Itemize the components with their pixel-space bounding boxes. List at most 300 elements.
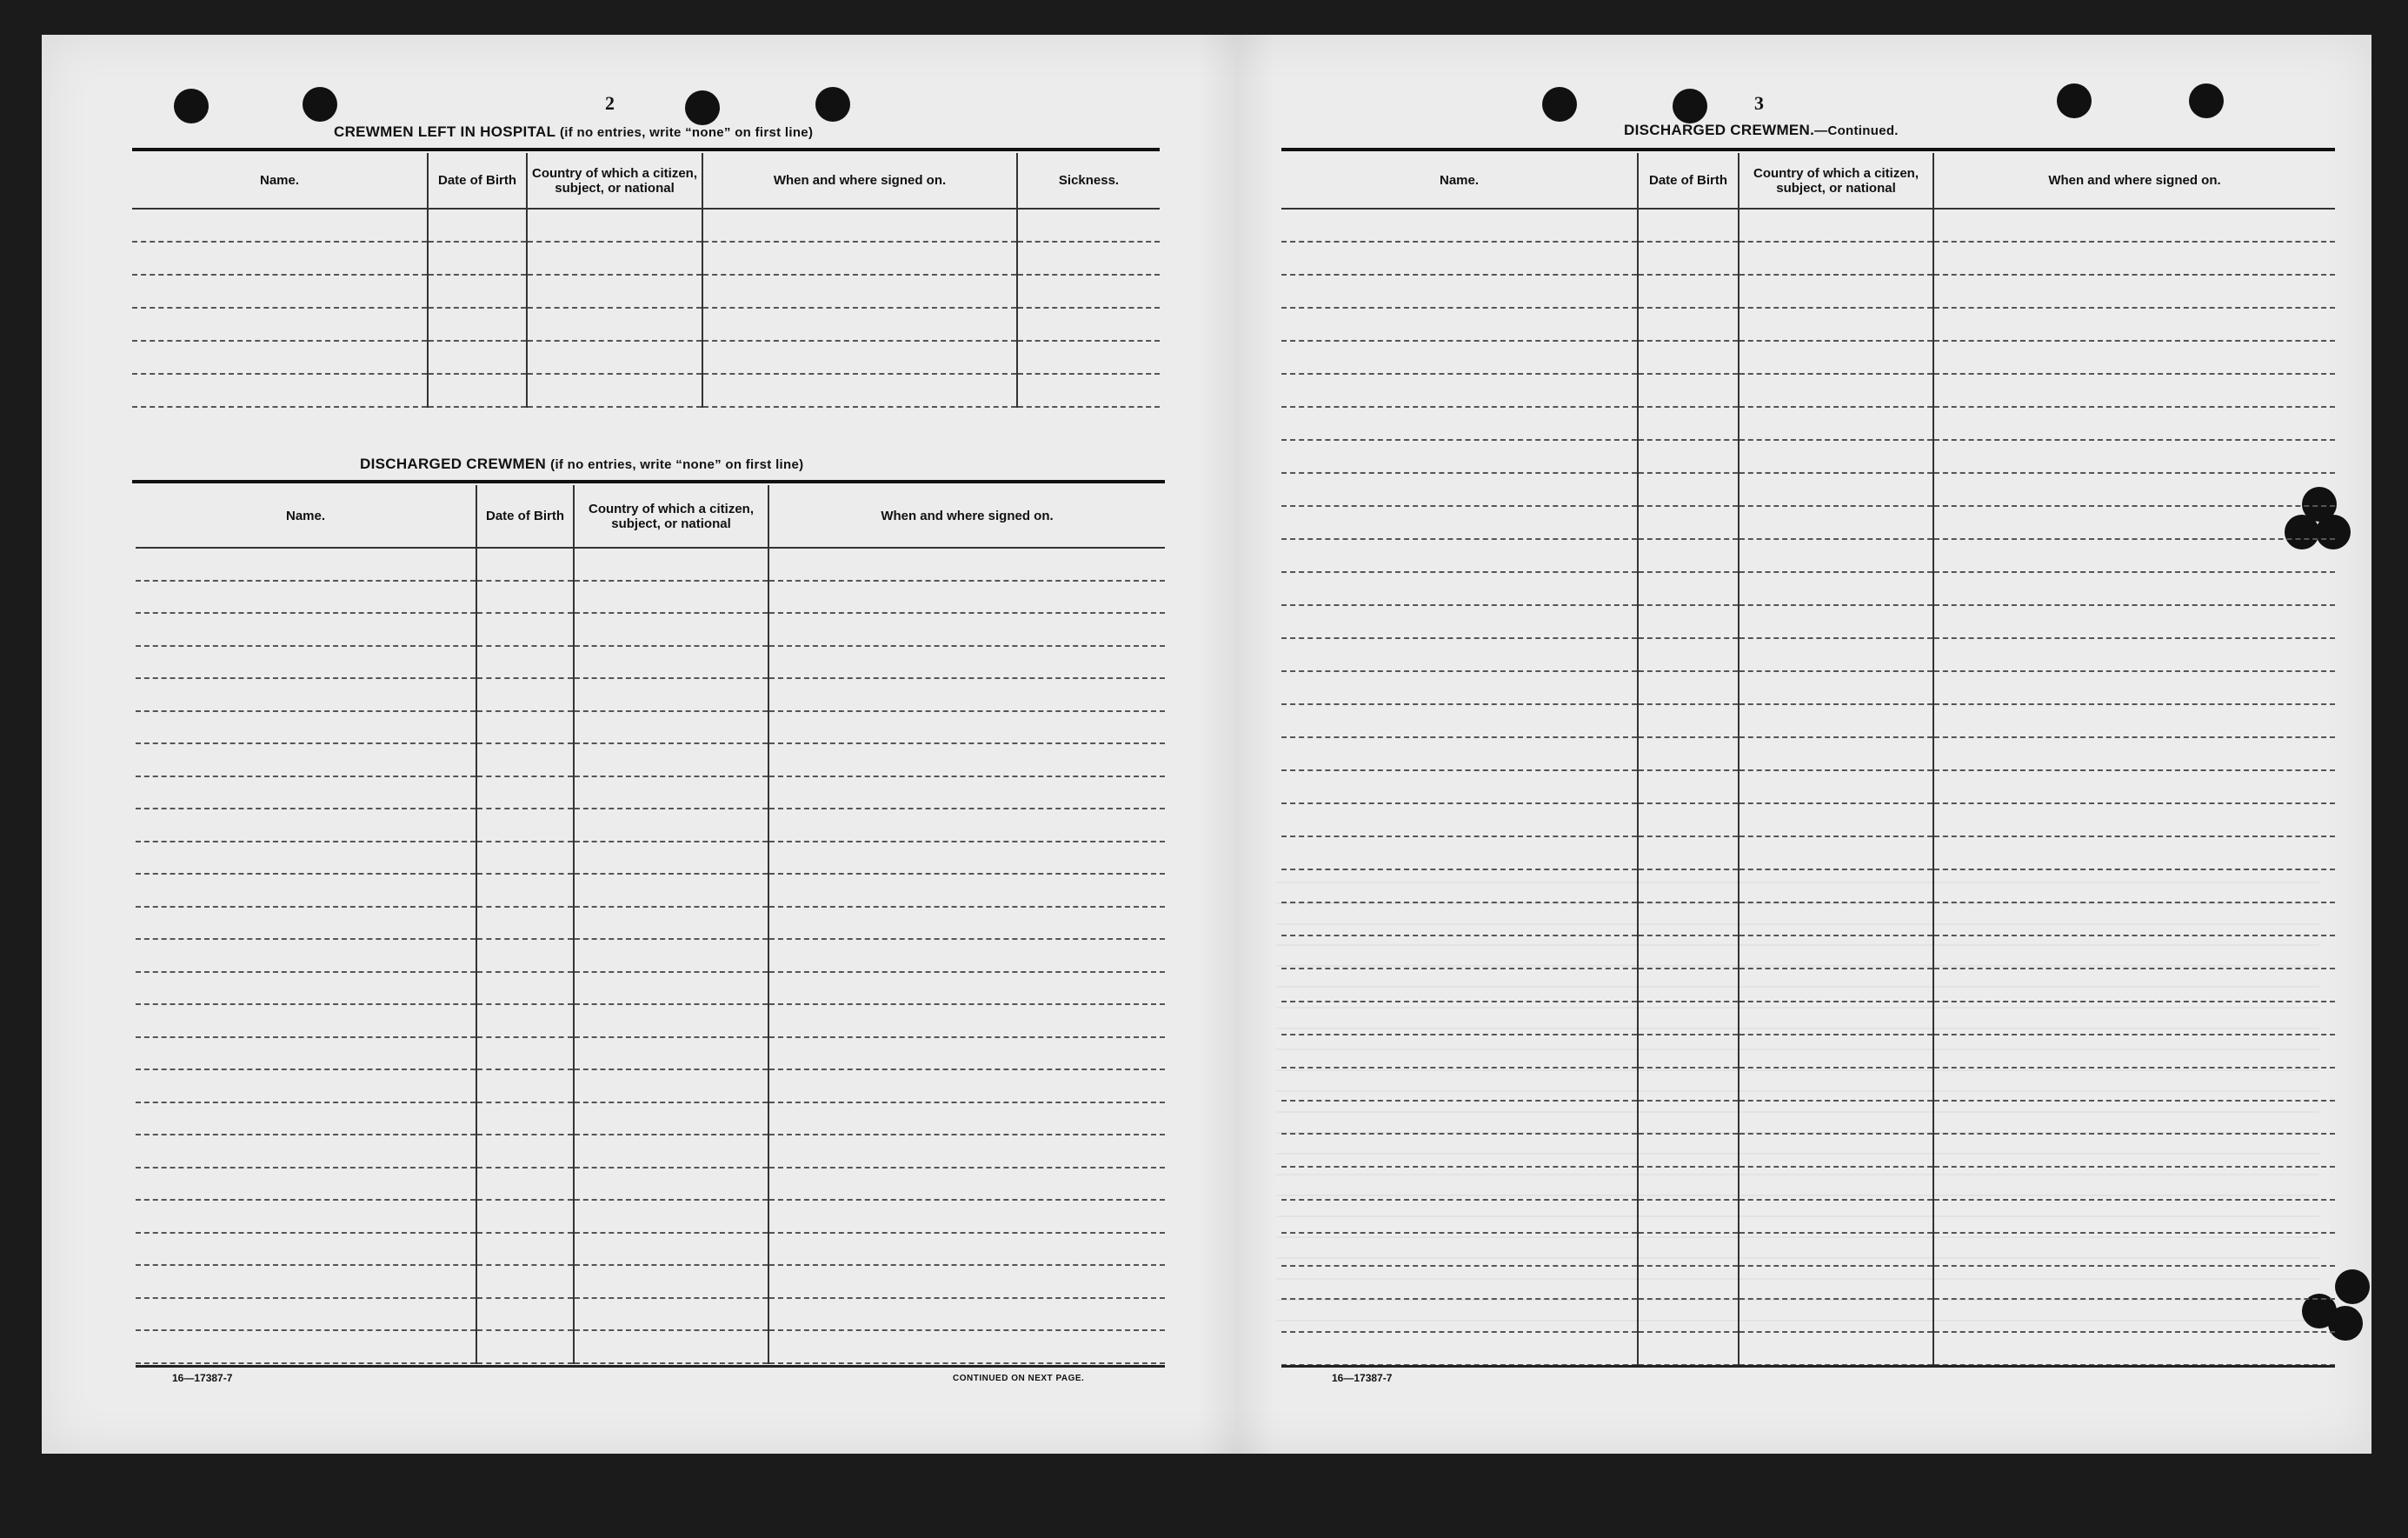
entry-cell[interactable] — [1281, 1167, 1638, 1200]
table-row — [132, 374, 1160, 407]
entry-cell[interactable] — [1739, 1332, 1933, 1365]
entry-cell[interactable] — [702, 242, 1017, 275]
entry-cell[interactable] — [768, 1265, 1165, 1298]
entry-cell[interactable] — [1638, 836, 1739, 869]
entry-cell[interactable] — [1017, 275, 1160, 308]
entry-cell[interactable] — [1739, 1167, 1933, 1200]
entry-cell[interactable] — [1638, 638, 1739, 671]
entry-cell[interactable] — [1739, 341, 1933, 374]
entry-cell[interactable] — [574, 743, 768, 776]
entry-cell[interactable] — [136, 711, 476, 744]
entry-cell[interactable] — [136, 907, 476, 940]
entry-cell[interactable] — [476, 1004, 574, 1037]
left-page — [76, 35, 1172, 1454]
entry-cell[interactable] — [1638, 902, 1739, 935]
entry-cell[interactable] — [768, 1135, 1165, 1168]
entry-cell[interactable] — [1638, 704, 1739, 737]
bottom-rule — [136, 1365, 1165, 1368]
entry-cell[interactable] — [1638, 1233, 1739, 1266]
entry-cell[interactable] — [527, 341, 702, 374]
entry-cell[interactable] — [476, 842, 574, 875]
entry-cell[interactable] — [136, 1298, 476, 1331]
entry-cell[interactable] — [574, 1233, 768, 1266]
entry-cell[interactable] — [574, 1200, 768, 1233]
entry-cell[interactable] — [1281, 242, 1638, 275]
entry-cell[interactable] — [428, 374, 527, 407]
entry-cell[interactable] — [1638, 473, 1739, 506]
entry-cell[interactable] — [136, 939, 476, 972]
entry-cell[interactable] — [1638, 1167, 1739, 1200]
table-row — [136, 972, 1165, 1005]
entry-cell[interactable] — [476, 548, 574, 581]
entry-cell[interactable] — [768, 1037, 1165, 1070]
entry-cell[interactable] — [476, 1168, 574, 1201]
entry-cell[interactable] — [1739, 935, 1933, 969]
entry-cell[interactable] — [574, 776, 768, 809]
entry-cell[interactable] — [1933, 969, 2335, 1002]
table-row — [1281, 1299, 2335, 1332]
table-row — [1281, 572, 2335, 605]
entry-cell[interactable] — [574, 646, 768, 679]
entry-cell[interactable] — [1933, 737, 2335, 770]
entry-cell[interactable] — [136, 743, 476, 776]
entry-cell[interactable] — [1933, 836, 2335, 869]
entry-cell[interactable] — [1638, 803, 1739, 836]
col-signed-on: When and where signed on. — [702, 153, 1017, 209]
entry-cell[interactable] — [1638, 969, 1739, 1002]
entry-cell[interactable] — [1739, 1002, 1933, 1035]
entry-cell[interactable] — [702, 275, 1017, 308]
entry-cell[interactable] — [1933, 1233, 2335, 1266]
entry-cell[interactable] — [1933, 803, 2335, 836]
entry-cell[interactable] — [1933, 473, 2335, 506]
entry-cell[interactable] — [476, 1200, 574, 1233]
entry-cell[interactable] — [768, 972, 1165, 1005]
entry-cell[interactable] — [1739, 1101, 1933, 1134]
entry-cell[interactable] — [1281, 1134, 1638, 1167]
entry-cell[interactable] — [1739, 572, 1933, 605]
entry-cell[interactable] — [768, 581, 1165, 614]
entry-cell[interactable] — [1933, 1002, 2335, 1035]
entry-cell[interactable] — [768, 776, 1165, 809]
entry-cell[interactable] — [1739, 473, 1933, 506]
entry-cell[interactable] — [574, 939, 768, 972]
entry-cell[interactable] — [1281, 671, 1638, 704]
entry-cell[interactable] — [476, 678, 574, 711]
entry-cell[interactable] — [1638, 440, 1739, 473]
entry-cell[interactable] — [1281, 704, 1638, 737]
entry-cell[interactable] — [428, 308, 527, 341]
entry-cell[interactable] — [1638, 242, 1739, 275]
entry-cell[interactable] — [136, 1330, 476, 1363]
entry-cell[interactable] — [1638, 308, 1739, 341]
entry-cell[interactable] — [1638, 407, 1739, 440]
entry-cell[interactable] — [527, 374, 702, 407]
entry-cell[interactable] — [1933, 869, 2335, 902]
entry-cell[interactable] — [1281, 473, 1638, 506]
entry-cell[interactable] — [1739, 605, 1933, 638]
table-row — [136, 1168, 1165, 1201]
entry-cell[interactable] — [476, 874, 574, 907]
entry-cell[interactable] — [476, 646, 574, 679]
hospital-title: CREWMEN LEFT IN HOSPITAL — [334, 123, 555, 140]
entry-cell[interactable] — [1638, 275, 1739, 308]
entry-cell[interactable] — [768, 1069, 1165, 1102]
entry-cell[interactable] — [1638, 209, 1739, 242]
entry-cell[interactable] — [1638, 737, 1739, 770]
entry-cell[interactable] — [476, 711, 574, 744]
entry-cell[interactable] — [1933, 1200, 2335, 1233]
entry-cell[interactable] — [1638, 1101, 1739, 1134]
entry-cell[interactable] — [1281, 374, 1638, 407]
entry-cell[interactable] — [768, 1168, 1165, 1201]
entry-cell[interactable] — [1739, 704, 1933, 737]
entry-cell[interactable] — [1933, 341, 2335, 374]
entry-cell[interactable] — [1638, 506, 1739, 539]
entry-cell[interactable] — [1739, 869, 1933, 902]
entry-cell[interactable] — [1638, 572, 1739, 605]
entry-cell[interactable] — [768, 842, 1165, 875]
entry-cell[interactable] — [1638, 869, 1739, 902]
entry-cell[interactable] — [768, 1004, 1165, 1037]
entry-cell[interactable] — [1933, 1332, 2335, 1365]
entry-cell[interactable] — [476, 743, 574, 776]
entry-cell[interactable] — [1739, 374, 1933, 407]
entry-cell[interactable] — [476, 1102, 574, 1135]
entry-cell[interactable] — [1933, 407, 2335, 440]
entry-cell[interactable] — [1281, 407, 1638, 440]
table-row — [136, 1265, 1165, 1298]
entry-cell[interactable] — [136, 972, 476, 1005]
entry-cell[interactable] — [768, 907, 1165, 940]
entry-cell[interactable] — [574, 1265, 768, 1298]
entry-cell[interactable] — [1739, 803, 1933, 836]
table-row — [1281, 1200, 2335, 1233]
entry-cell[interactable] — [574, 711, 768, 744]
entry-cell[interactable] — [1739, 671, 1933, 704]
entry-cell[interactable] — [1739, 242, 1933, 275]
entry-cell[interactable] — [1638, 1299, 1739, 1332]
entry-cell[interactable] — [1638, 770, 1739, 803]
entry-cell[interactable] — [574, 1298, 768, 1331]
entry-cell[interactable] — [476, 907, 574, 940]
entry-cell[interactable] — [574, 842, 768, 875]
entry-cell[interactable] — [1933, 1299, 2335, 1332]
entry-cell[interactable] — [136, 842, 476, 875]
entry-cell[interactable] — [768, 1233, 1165, 1266]
entry-cell[interactable] — [1281, 1266, 1638, 1299]
entry-cell[interactable] — [1739, 308, 1933, 341]
entry-cell[interactable] — [527, 308, 702, 341]
entry-cell[interactable] — [1933, 1101, 2335, 1134]
entry-cell[interactable] — [1017, 308, 1160, 341]
entry-cell[interactable] — [476, 1330, 574, 1363]
entry-cell[interactable] — [768, 711, 1165, 744]
entry-cell[interactable] — [1281, 341, 1638, 374]
entry-cell[interactable] — [574, 1330, 768, 1363]
entry-cell[interactable] — [1281, 605, 1638, 638]
entry-cell[interactable] — [1739, 770, 1933, 803]
entry-cell[interactable] — [1933, 1167, 2335, 1200]
entry-cell[interactable] — [1638, 341, 1739, 374]
entry-cell[interactable] — [1281, 935, 1638, 969]
entry-cell[interactable] — [1739, 506, 1933, 539]
entry-cell[interactable] — [702, 209, 1017, 242]
entry-cell[interactable] — [768, 1330, 1165, 1363]
entry-cell[interactable] — [476, 1233, 574, 1266]
entry-cell[interactable] — [428, 209, 527, 242]
entry-cell[interactable] — [136, 1037, 476, 1070]
entry-cell[interactable] — [1281, 539, 1638, 572]
entry-cell[interactable] — [1281, 1200, 1638, 1233]
entry-cell[interactable] — [574, 907, 768, 940]
entry-cell[interactable] — [1933, 242, 2335, 275]
entry-cell[interactable] — [136, 548, 476, 581]
entry-cell[interactable] — [1933, 506, 2335, 539]
entry-cell[interactable] — [136, 678, 476, 711]
entry-cell[interactable] — [1739, 1134, 1933, 1167]
entry-cell[interactable] — [574, 1004, 768, 1037]
table-row — [1281, 242, 2335, 275]
discharged-table — [136, 485, 1165, 1364]
entry-cell[interactable] — [1739, 1233, 1933, 1266]
entry-cell[interactable] — [768, 646, 1165, 679]
table-row — [1281, 341, 2335, 374]
entry-cell[interactable] — [1281, 506, 1638, 539]
entry-cell[interactable] — [1933, 572, 2335, 605]
entry-cell[interactable] — [476, 939, 574, 972]
entry-cell[interactable] — [132, 242, 428, 275]
table-row — [1281, 374, 2335, 407]
entry-cell[interactable] — [136, 809, 476, 842]
entry-cell[interactable] — [1281, 1299, 1638, 1332]
bottom-rule — [1281, 1365, 2335, 1368]
entry-cell[interactable] — [1638, 935, 1739, 969]
entry-cell[interactable] — [768, 939, 1165, 972]
entry-cell[interactable] — [1638, 1332, 1739, 1365]
entry-cell[interactable] — [574, 548, 768, 581]
entry-cell[interactable] — [476, 613, 574, 646]
entry-cell[interactable] — [574, 678, 768, 711]
entry-cell[interactable] — [136, 581, 476, 614]
entry-cell[interactable] — [574, 1135, 768, 1168]
entry-cell[interactable] — [136, 646, 476, 679]
entry-cell[interactable] — [1638, 1068, 1739, 1101]
entry-cell[interactable] — [1739, 275, 1933, 308]
table-row — [1281, 1167, 2335, 1200]
entry-cell[interactable] — [702, 308, 1017, 341]
col-country: Country of which a citizen, subject, or national — [574, 485, 768, 548]
entry-cell[interactable] — [1638, 1002, 1739, 1035]
entry-cell[interactable] — [476, 581, 574, 614]
entry-cell[interactable] — [1739, 209, 1933, 242]
entry-cell[interactable] — [132, 341, 428, 374]
hospital-note: (if no entries, write “none” on first line) — [559, 125, 814, 140]
entry-cell[interactable] — [1281, 770, 1638, 803]
entry-cell[interactable] — [132, 374, 428, 407]
entry-cell[interactable] — [1017, 374, 1160, 407]
entry-cell[interactable] — [1739, 1068, 1933, 1101]
entry-cell[interactable] — [1933, 539, 2335, 572]
entry-cell[interactable] — [1281, 1233, 1638, 1266]
entry-cell[interactable] — [1281, 209, 1638, 242]
entry-cell[interactable] — [1933, 935, 2335, 969]
entry-cell[interactable] — [1638, 605, 1739, 638]
table-row — [136, 939, 1165, 972]
entry-cell[interactable] — [1933, 275, 2335, 308]
entry-cell[interactable] — [574, 1168, 768, 1201]
entry-cell[interactable] — [1933, 1134, 2335, 1167]
entry-cell[interactable] — [476, 1037, 574, 1070]
entry-cell[interactable] — [1281, 1332, 1638, 1365]
entry-cell[interactable] — [476, 809, 574, 842]
entry-cell[interactable] — [527, 209, 702, 242]
entry-cell[interactable] — [768, 1200, 1165, 1233]
entry-cell[interactable] — [136, 1168, 476, 1201]
entry-cell[interactable] — [136, 1004, 476, 1037]
entry-cell[interactable] — [1933, 374, 2335, 407]
entry-cell[interactable] — [136, 1265, 476, 1298]
entry-cell[interactable] — [1739, 902, 1933, 935]
entry-cell[interactable] — [1281, 836, 1638, 869]
entry-cell[interactable] — [768, 613, 1165, 646]
entry-cell[interactable] — [1933, 1266, 2335, 1299]
entry-cell[interactable] — [1933, 671, 2335, 704]
entry-cell[interactable] — [1281, 902, 1638, 935]
entry-cell[interactable] — [1017, 341, 1160, 374]
entry-cell[interactable] — [1739, 539, 1933, 572]
entry-cell[interactable] — [702, 374, 1017, 407]
entry-cell[interactable] — [136, 1069, 476, 1102]
entry-cell[interactable] — [1281, 803, 1638, 836]
entry-cell[interactable] — [768, 1102, 1165, 1135]
entry-cell[interactable] — [1017, 209, 1160, 242]
entry-cell[interactable] — [1281, 1068, 1638, 1101]
entry-cell[interactable] — [1933, 638, 2335, 671]
entry-cell[interactable] — [1638, 1266, 1739, 1299]
entry-cell[interactable] — [428, 341, 527, 374]
entry-cell[interactable] — [428, 275, 527, 308]
entry-cell[interactable] — [476, 776, 574, 809]
entry-cell[interactable] — [476, 1265, 574, 1298]
table-row — [1281, 1002, 2335, 1035]
entry-cell[interactable] — [768, 874, 1165, 907]
entry-cell[interactable] — [1281, 737, 1638, 770]
entry-cell[interactable] — [1933, 902, 2335, 935]
entry-cell[interactable] — [476, 1069, 574, 1102]
entry-cell[interactable] — [574, 1102, 768, 1135]
entry-cell[interactable] — [768, 1298, 1165, 1331]
table-row — [1281, 1233, 2335, 1266]
entry-cell[interactable] — [527, 275, 702, 308]
entry-cell[interactable] — [1638, 671, 1739, 704]
entry-cell[interactable] — [574, 809, 768, 842]
entry-cell[interactable] — [768, 809, 1165, 842]
entry-cell[interactable] — [1638, 539, 1739, 572]
entry-cell[interactable] — [476, 1135, 574, 1168]
col-country: Country of which a citizen, subject, or national — [527, 153, 702, 209]
entry-cell[interactable] — [1933, 1035, 2335, 1068]
table-row — [1281, 473, 2335, 506]
entry-cell[interactable] — [1281, 1101, 1638, 1134]
entry-cell[interactable] — [136, 776, 476, 809]
table-row — [132, 275, 1160, 308]
entry-cell[interactable] — [136, 874, 476, 907]
entry-cell[interactable] — [136, 613, 476, 646]
entry-cell[interactable] — [132, 308, 428, 341]
entry-cell[interactable] — [136, 1200, 476, 1233]
entry-cell[interactable] — [768, 743, 1165, 776]
hospital-rows — [132, 209, 1160, 407]
entry-cell[interactable] — [574, 581, 768, 614]
entry-cell[interactable] — [1281, 572, 1638, 605]
entry-cell[interactable] — [1739, 1200, 1933, 1233]
entry-cell[interactable] — [1638, 1200, 1739, 1233]
table-row — [1281, 1101, 2335, 1134]
entry-cell[interactable] — [1933, 209, 2335, 242]
entry-cell[interactable] — [1739, 1299, 1933, 1332]
entry-cell[interactable] — [1281, 308, 1638, 341]
col-signed-on: When and where signed on. — [768, 485, 1165, 548]
entry-cell[interactable] — [132, 275, 428, 308]
entry-cell[interactable] — [1638, 1035, 1739, 1068]
entry-cell[interactable] — [136, 1233, 476, 1266]
entry-cell[interactable] — [1933, 704, 2335, 737]
entry-cell[interactable] — [527, 242, 702, 275]
hospital-section-title — [334, 123, 813, 141]
entry-cell[interactable] — [1739, 1266, 1933, 1299]
entry-cell[interactable] — [1933, 308, 2335, 341]
entry-cell[interactable] — [1739, 407, 1933, 440]
entry-cell[interactable] — [574, 613, 768, 646]
entry-cell[interactable] — [1739, 440, 1933, 473]
entry-cell[interactable] — [1933, 605, 2335, 638]
entry-cell[interactable] — [1281, 969, 1638, 1002]
entry-cell[interactable] — [574, 874, 768, 907]
entry-cell[interactable] — [1933, 770, 2335, 803]
entry-cell[interactable] — [1281, 869, 1638, 902]
entry-cell[interactable] — [1739, 836, 1933, 869]
entry-cell[interactable] — [1933, 440, 2335, 473]
entry-cell[interactable] — [1739, 969, 1933, 1002]
entry-cell[interactable] — [574, 1069, 768, 1102]
entry-cell[interactable] — [1281, 275, 1638, 308]
entry-cell[interactable] — [574, 972, 768, 1005]
entry-cell[interactable] — [1638, 374, 1739, 407]
entry-cell[interactable] — [1739, 638, 1933, 671]
entry-cell[interactable] — [768, 548, 1165, 581]
entry-cell[interactable] — [476, 972, 574, 1005]
entry-cell[interactable] — [476, 1298, 574, 1331]
entry-cell[interactable] — [1281, 638, 1638, 671]
entry-cell[interactable] — [1933, 1068, 2335, 1101]
entry-cell[interactable] — [136, 1135, 476, 1168]
entry-cell[interactable] — [702, 341, 1017, 374]
entry-cell[interactable] — [574, 1037, 768, 1070]
entry-cell[interactable] — [1017, 242, 1160, 275]
entry-cell[interactable] — [1281, 1035, 1638, 1068]
entry-cell[interactable] — [1739, 737, 1933, 770]
entry-cell[interactable] — [428, 242, 527, 275]
entry-cell[interactable] — [768, 678, 1165, 711]
entry-cell[interactable] — [136, 1102, 476, 1135]
col-date-of-birth: Date of Birth — [1638, 153, 1739, 209]
entry-cell[interactable] — [1638, 1134, 1739, 1167]
entry-cell[interactable] — [132, 209, 428, 242]
entry-cell[interactable] — [1281, 440, 1638, 473]
entry-cell[interactable] — [1739, 1035, 1933, 1068]
entry-cell[interactable] — [1281, 1002, 1638, 1035]
